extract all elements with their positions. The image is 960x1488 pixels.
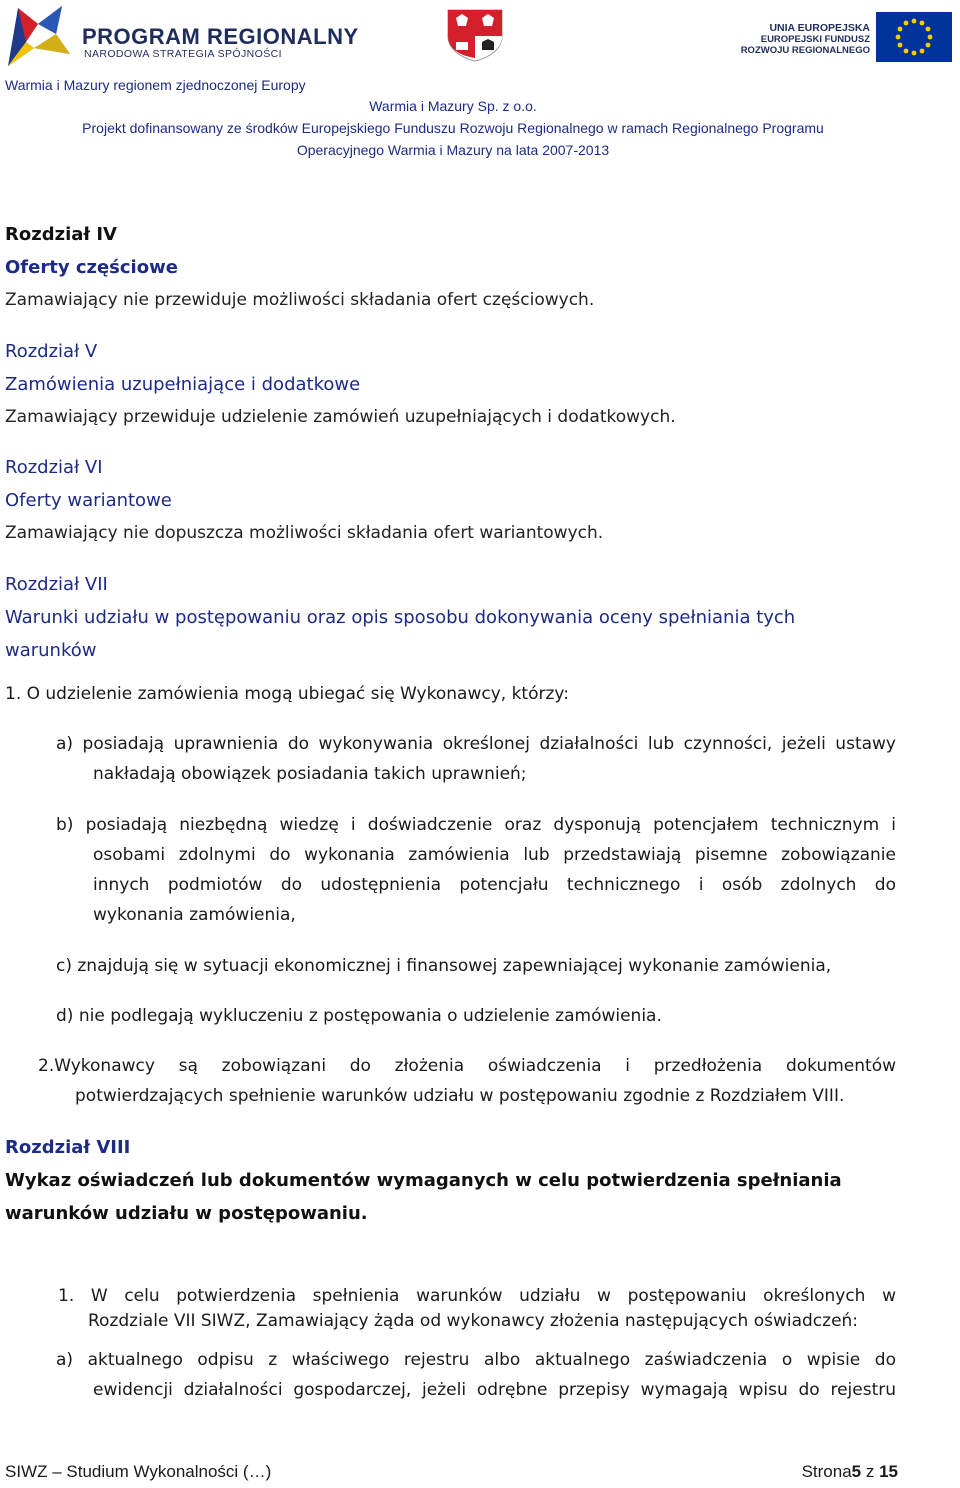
chapter-8-item-a-line-1: a) aktualnego odpisu z właściwego rejestru albo aktualnego zaświadczenia o wpisie do (56, 1350, 896, 1370)
chapter-7-item-b-line-1: b) posiadają niezbędną wiedzę i doświadczenie oraz dysponują potencjałem technicznym i (56, 815, 896, 835)
chapter-7-point-1: 1. O udzielenie zamówienia mogą ubiegać się Wykonawcy, którzy: (5, 684, 569, 704)
eu-line-2: EUROPEJSKI FUNDUSZ (760, 34, 870, 45)
footer-page-current: 5 (851, 1462, 862, 1481)
chapter-7-item-b-line-3: innych podmiotów do udostępnienia potencjału technicznego i osób zdolnych do (93, 875, 896, 895)
program-regionalny-logo (4, 4, 364, 70)
chapter-4-text: Zamawiający nie przewiduje możliwości składania ofert częściowych. (5, 290, 595, 310)
chapter-7-heading-line-2: warunków (5, 640, 97, 661)
header-line-1: Warmia i Mazury regionem zjednoczonej Europy (5, 77, 306, 93)
footer-page-total: 15 (879, 1462, 898, 1481)
chapter-5-heading: Zamówienia uzupełniające i dodatkowe (5, 374, 361, 395)
chapter-7-item-b-line-2: osobami zdolnymi do wykonania zamówienia lub przedstawiają pisemne zobowiązanie (93, 845, 896, 865)
chapter-7-point-2-line-2: potwierdzających spełnienie warunków udziału w postępowaniu zgodnie z Rozdziałem VIII. (75, 1086, 845, 1106)
program-subtitle: NARODOWA STRATEGIA SPÓJNOŚCI (84, 48, 282, 60)
regional-coat-of-arms-icon (444, 6, 506, 62)
chapter-7-item-c: c) znajdują się w sytuacji ekonomicznej i finansowej zapewniającej wykonanie zamówienia, (56, 956, 832, 976)
footer-document-title: SIWZ – Studium Wykonalności (…) (5, 1462, 272, 1481)
chapter-8-item-a-line-2: ewidencji działalności gospodarczej, jeżeli odrębne przepisy wymagają wpisu do rejestru (93, 1380, 896, 1400)
program-title: PROGRAM REGIONALNY (82, 24, 359, 49)
footer-page-separator: z (861, 1462, 880, 1481)
chapter-5-title: Rozdział V (5, 341, 98, 362)
eu-fund-text (741, 22, 870, 56)
chapter-7-point-2-line-1: 2.Wykonawcy są zobowiązani do złożenia oświadczenia i przedłożenia dokumentów (38, 1056, 896, 1076)
chapter-6-title: Rozdział VI (5, 457, 103, 478)
chapter-7-heading-line-1: Warunki udziału w postępowaniu oraz opis sposobu dokonywania oceny spełniania tych (5, 607, 796, 628)
footer-page-label: Strona (801, 1462, 852, 1481)
chapter-7-item-b-line-4: wykonania zamówienia, (93, 905, 296, 925)
chapter-7-item-d: d) nie podlegają wykluczeniu z postępowania o udzielenie zamówienia. (56, 1006, 662, 1026)
chapter-7-item-a-line-1: a) posiadają uprawnienia do wykonywania określonej działalności lub czynności, jeżeli ustawy (56, 734, 896, 754)
footer-page-number (802, 1462, 898, 1482)
chapter-6-heading: Oferty wariantowe (5, 490, 172, 511)
eu-fund-logo (738, 10, 956, 60)
chapter-8-title: Rozdział VIII (5, 1137, 131, 1158)
header-logos (0, 0, 960, 76)
chapter-4-title: Rozdział IV (5, 224, 117, 245)
chapter-6-text: Zamawiający nie dopuszcza możliwości składania ofert wariantowych. (5, 523, 604, 543)
program-star-emblem-icon (4, 4, 74, 70)
chapter-8-point-1-line-2: Rozdziale VII SIWZ, Zamawiający żąda od wykonawcy złożenia następujących oświadczeń: (88, 1311, 859, 1331)
eu-line-1: UNIA EUROPEJSKA (769, 22, 870, 34)
chapter-8-heading-line-1: Wykaz oświadczeń lub dokumentów wymaganych w celu potwierdzenia spełniania (5, 1170, 842, 1191)
header-line-4: Operacyjnego Warmia i Mazury na lata 2007-2013 (296, 142, 610, 158)
eu-flag-icon (876, 12, 952, 62)
chapter-7-item-a-line-2: nakładają obowiązek posiadania takich uprawnień; (93, 764, 527, 784)
eu-line-3: ROZWOJU REGIONALNEGO (740, 45, 870, 56)
chapter-8-point-1-line-1: 1. W celu potwierdzenia spełnienia warunków udziału w postępowaniu określonych w (58, 1286, 896, 1306)
chapter-8-heading-line-2: warunków udziału w postępowaniu. (5, 1203, 368, 1224)
header-line-2: Warmia i Mazury Sp. z o.o. (369, 98, 537, 114)
chapter-5-text: Zamawiający przewiduje udzielenie zamówień uzupełniających i dodatkowych. (5, 407, 676, 427)
header-line-3: Projekt dofinansowany ze środków Europejskiego Funduszu Rozwoju Regionalnego w ramach Regionalnego Programu (82, 120, 824, 136)
chapter-4-heading: Oferty częściowe (5, 257, 178, 278)
chapter-7-title: Rozdział VII (5, 574, 108, 595)
